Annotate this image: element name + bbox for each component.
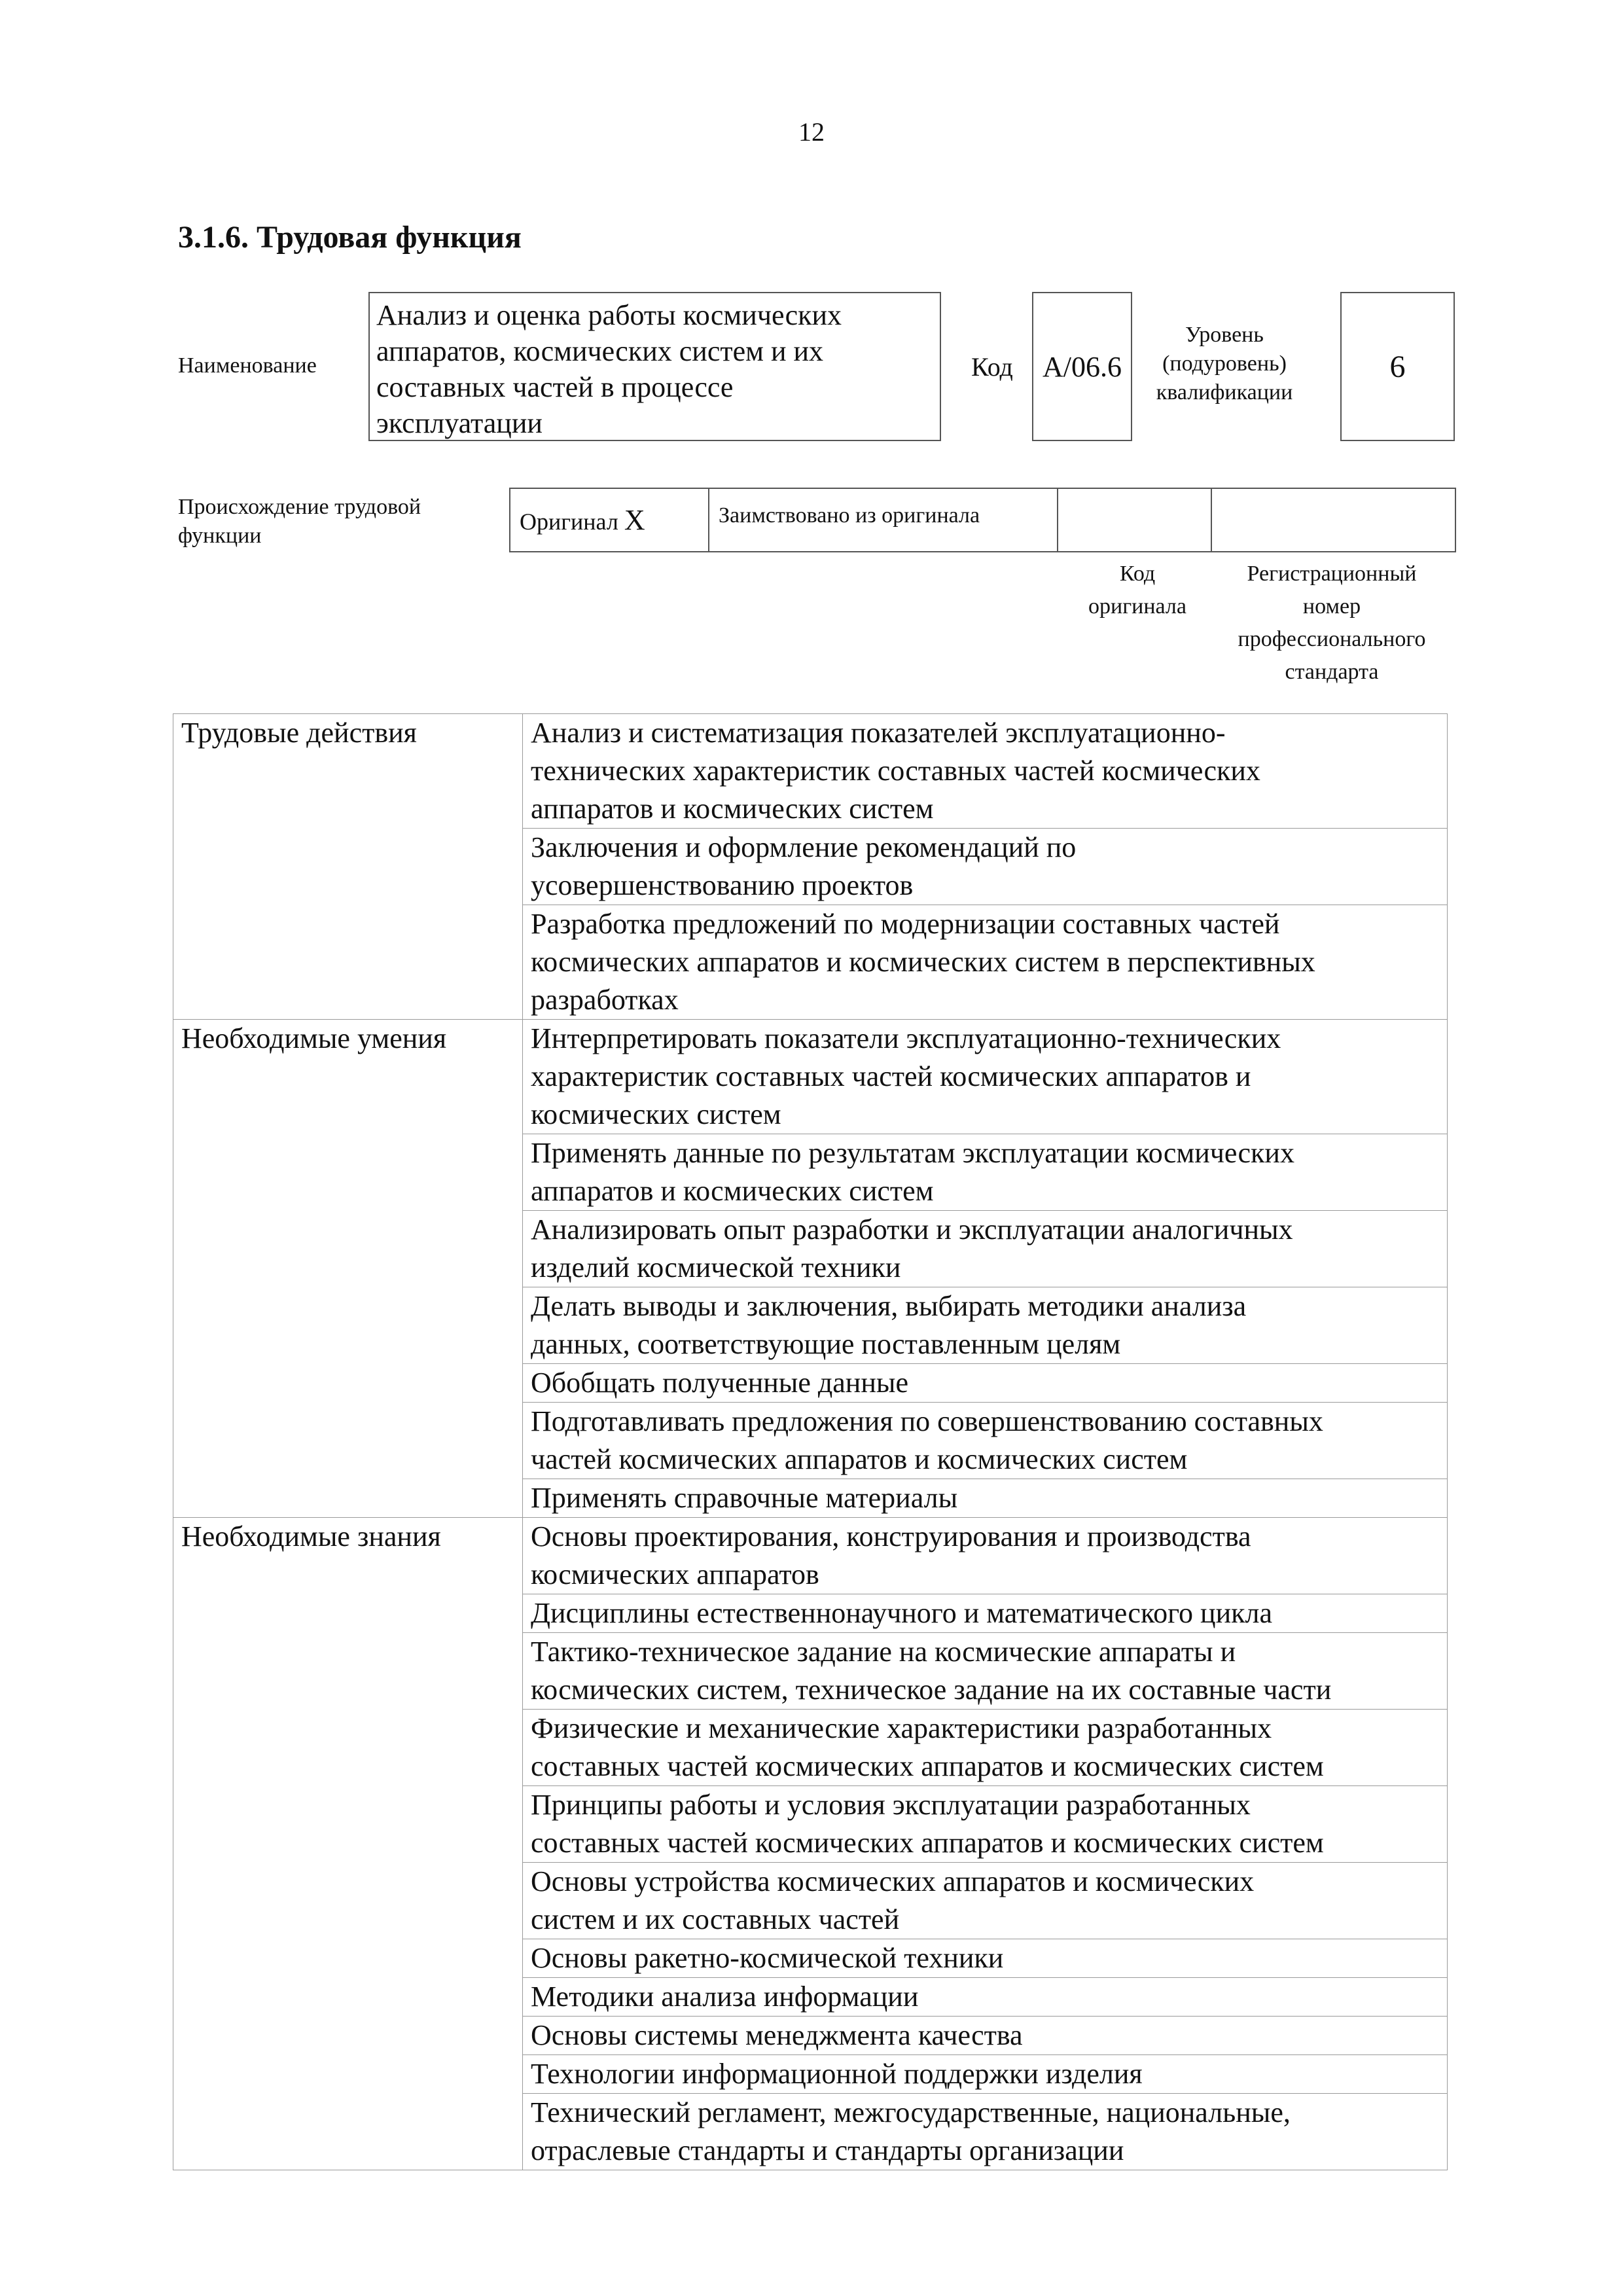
section-item-line: Основы проектирования, конструирования и производства xyxy=(531,1520,1251,1552)
caption-line: стандарта xyxy=(1285,660,1379,684)
section-item-line: космических аппаратов и космических систем в перспективных xyxy=(531,946,1315,978)
origin-borrowed-cell: Заимствовано из оригинала xyxy=(709,489,1058,551)
section-item xyxy=(523,2055,1448,2094)
section-item xyxy=(523,1364,1448,1403)
section-item-line: Разработка предложений по модернизации составных частей xyxy=(531,908,1280,940)
section-item-line: аппаратов и космических систем xyxy=(531,1175,934,1207)
level-label-line: квалификации xyxy=(1156,380,1293,404)
function-name-line: составных частей в процессе xyxy=(376,371,734,403)
section-item xyxy=(523,1939,1448,1978)
section-item-line: Заключения и оформление рекомендаций по xyxy=(531,831,1077,863)
section-item xyxy=(523,1479,1448,1518)
section-item xyxy=(523,1710,1448,1786)
section-item xyxy=(523,1134,1448,1211)
section-item xyxy=(523,1863,1448,1939)
section-item-line: частей космических аппаратов и космических систем xyxy=(531,1443,1188,1475)
origin-label xyxy=(178,493,421,550)
section-item-line: Интерпретировать показатели эксплуатационно-технических xyxy=(531,1022,1281,1054)
section-item-line: Технический регламент, межгосударственные, национальные, xyxy=(531,2096,1291,2128)
level-label-line: (подуровень) xyxy=(1162,351,1287,376)
section-item xyxy=(523,1020,1448,1134)
section-item-line: Методики анализа информации xyxy=(531,1981,919,2013)
code-value: A/06.6 xyxy=(1032,292,1132,441)
caption-line: номер xyxy=(1302,594,1361,619)
section-item-line: усовершенствованию проектов xyxy=(531,869,914,901)
section-item-line: Подготавливать предложения по совершенствованию составных xyxy=(531,1405,1323,1437)
origin-code-cell xyxy=(1058,489,1212,551)
section-item xyxy=(523,2017,1448,2055)
origin-reg-caption xyxy=(1207,558,1456,689)
section-item-line: Применять справочные материалы xyxy=(531,1482,958,1514)
origin-original-cell xyxy=(510,489,709,551)
caption-line: профессионального xyxy=(1238,627,1426,651)
level-value: 6 xyxy=(1340,292,1455,441)
function-name-line: аппаратов, космических систем и их xyxy=(376,335,824,367)
table-row xyxy=(173,1020,1448,1134)
section-item xyxy=(523,829,1448,905)
original-mark: X xyxy=(624,504,645,536)
section-item-line: космических систем, техническое задание на их составные части xyxy=(531,1674,1332,1706)
origin-reg-cell xyxy=(1212,489,1455,551)
function-details-table xyxy=(173,713,1448,2170)
section-item-line: Применять данные по результатам эксплуатации космических xyxy=(531,1137,1294,1169)
name-label: Наименование xyxy=(178,353,317,378)
function-name-line: эксплуатации xyxy=(376,407,543,439)
section-item xyxy=(523,1287,1448,1364)
section-label: Трудовые действия xyxy=(173,714,523,1020)
level-label xyxy=(1143,321,1306,407)
table-row xyxy=(173,714,1448,829)
section-item-line: составных частей космических аппаратов и космических систем xyxy=(531,1827,1324,1859)
section-item xyxy=(523,714,1448,829)
origin-label-line: Происхождение трудовой xyxy=(178,495,421,519)
code-label: Код xyxy=(971,352,1013,382)
section-item-line: Принципы работы и условия эксплуатации разработанных xyxy=(531,1789,1251,1821)
section-item-line: Делать выводы и заключения, выбирать методики анализа xyxy=(531,1290,1247,1322)
origin-code-caption xyxy=(1065,558,1209,623)
section-item xyxy=(523,1211,1448,1287)
section-item-line: отраслевые стандарты и стандарты организации xyxy=(531,2134,1124,2166)
section-item-line: Анализ и систематизация показателей эксплуатационно- xyxy=(531,717,1226,749)
section-item-line: Анализировать опыт разработки и эксплуатации аналогичных xyxy=(531,1213,1293,1246)
section-item-line: Тактико-техническое задание на космические аппараты и xyxy=(531,1636,1236,1668)
section-item-line: космических аппаратов xyxy=(531,1558,819,1590)
section-item xyxy=(523,1978,1448,2017)
function-name-box xyxy=(368,292,941,441)
section-item-line: данных, соответствующие поставленным целям xyxy=(531,1328,1121,1360)
section-item-line: Дисциплины естественнонаучного и математического цикла xyxy=(531,1597,1272,1629)
section-item xyxy=(523,1518,1448,1594)
section-item-line: характеристик составных частей космических аппаратов и xyxy=(531,1060,1251,1092)
section-item-line: аппаратов и космических систем xyxy=(531,793,934,825)
table-row xyxy=(173,1518,1448,1594)
section-item-line: Обобщать полученные данные xyxy=(531,1367,908,1399)
origin-label-line: функции xyxy=(178,524,262,548)
page-number: 12 xyxy=(798,117,825,147)
section-item xyxy=(523,1594,1448,1633)
section-item-line: Основы системы менеджмента качества xyxy=(531,2019,1023,2051)
section-item-line: систем и их составных частей xyxy=(531,1903,900,1935)
function-name-line: Анализ и оценка работы космических xyxy=(376,299,842,331)
original-label: Оригинал xyxy=(520,509,618,535)
section-label: Необходимые умения xyxy=(173,1020,523,1518)
section-item-line: разработках xyxy=(531,984,679,1016)
level-label-line: Уровень xyxy=(1185,323,1264,347)
section-item-line: Основы ракетно-космической техники xyxy=(531,1942,1004,1974)
section-item-line: Основы устройства космических аппаратов и космических xyxy=(531,1865,1255,1897)
caption-line: Регистрационный xyxy=(1247,562,1417,586)
caption-line: оригинала xyxy=(1088,594,1186,619)
section-item xyxy=(523,1403,1448,1479)
section-label: Необходимые знания xyxy=(173,1518,523,2170)
section-item xyxy=(523,2094,1448,2170)
origin-table xyxy=(509,488,1456,552)
caption-line: Код xyxy=(1119,562,1156,586)
section-item-line: изделий космической техники xyxy=(531,1251,901,1283)
section-item xyxy=(523,1786,1448,1863)
section-item xyxy=(523,905,1448,1020)
section-item-line: технических характеристик составных частей космических xyxy=(531,755,1260,787)
section-title: 3.1.6. Трудовая функция xyxy=(178,220,522,255)
section-item-line: составных частей космических аппаратов и космических систем xyxy=(531,1750,1324,1782)
section-item-line: космических систем xyxy=(531,1098,781,1130)
section-item xyxy=(523,1633,1448,1710)
section-item-line: Физические и механические характеристики разработанных xyxy=(531,1712,1272,1744)
section-item-line: Технологии информационной поддержки изделия xyxy=(531,2058,1143,2090)
